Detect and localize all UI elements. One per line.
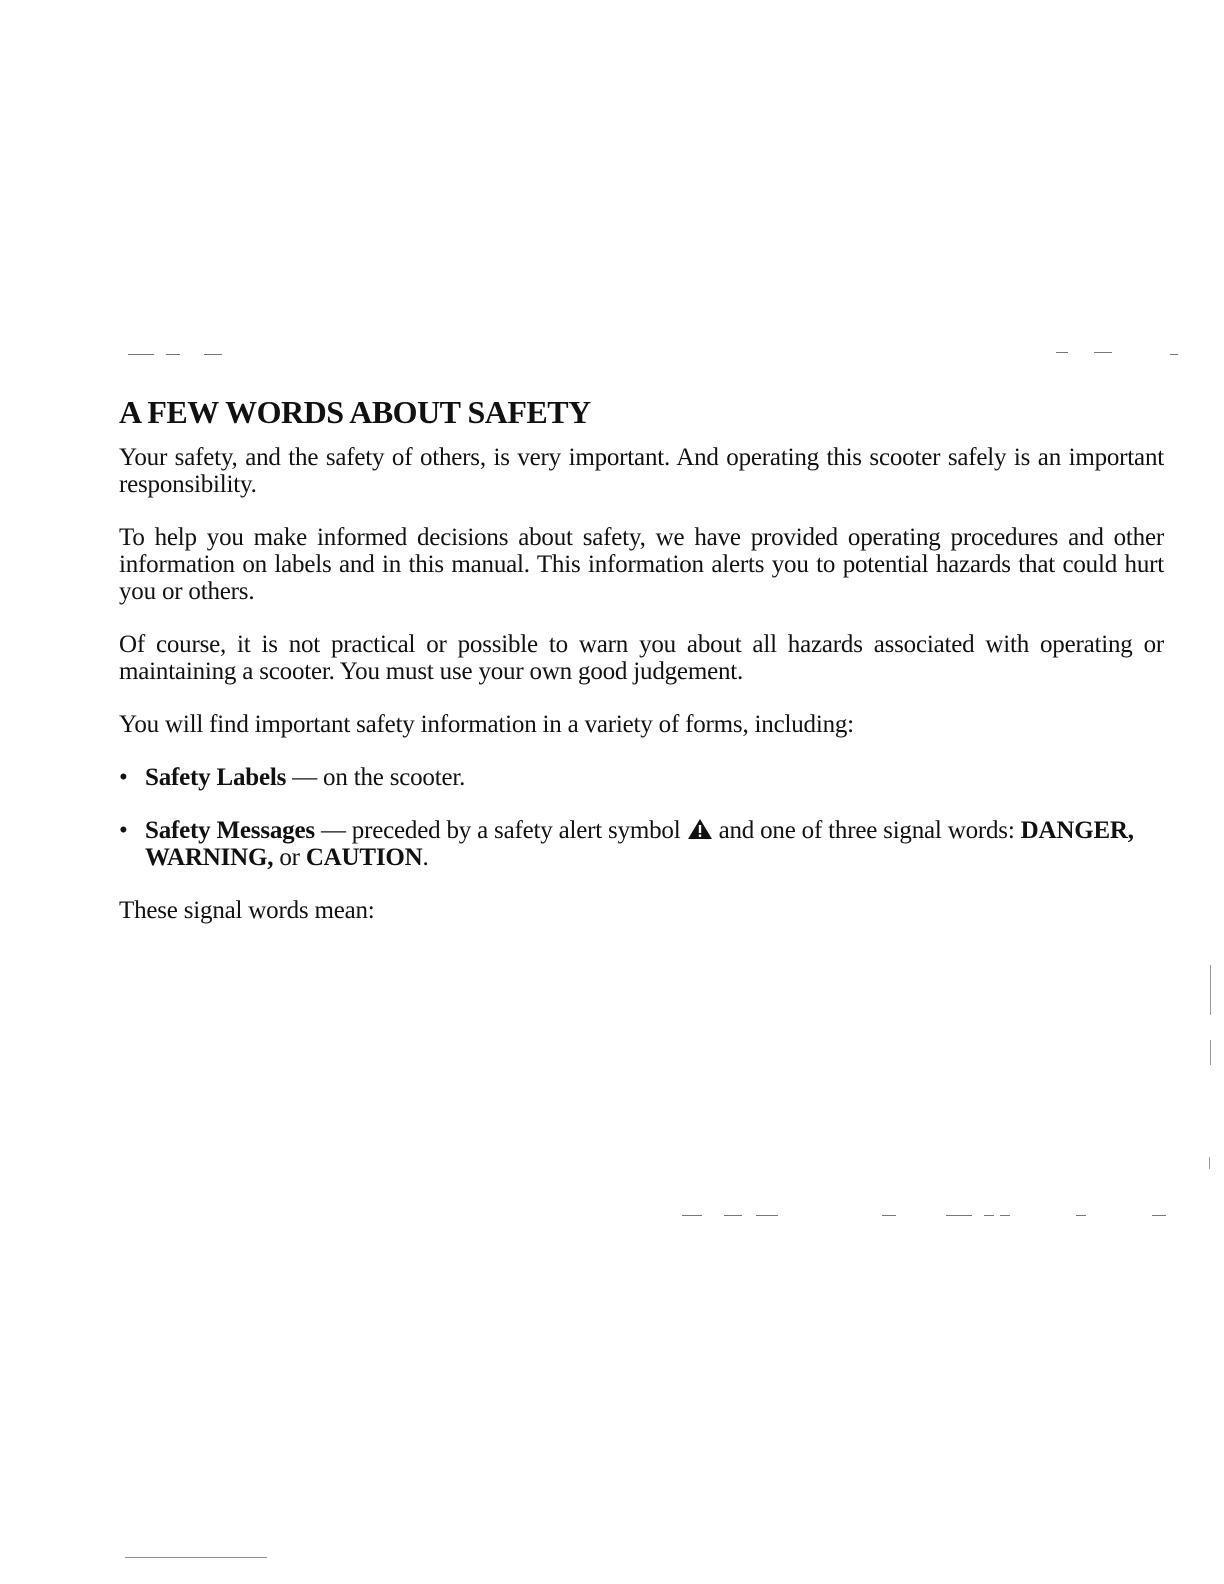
bullet-dot: • (119, 764, 128, 791)
bottom-rule (125, 1557, 267, 1558)
bullet-safety-messages (119, 817, 1164, 871)
signal-word-caution: CAUTION (305, 844, 423, 871)
scan-mark (882, 1215, 896, 1216)
bullet-text: — on the scooter. (286, 764, 466, 791)
paragraph-closing: These signal words mean: (119, 897, 375, 924)
scan-mark (1210, 1040, 1211, 1065)
signal-words-danger-warning: DANGER, WARNING, (145, 817, 1134, 871)
scan-mark (724, 1215, 742, 1216)
bullet-label: Safety Messages (145, 817, 315, 844)
scan-mark (166, 354, 180, 355)
scan-mark (1210, 965, 1211, 1015)
scan-mark (1076, 1215, 1086, 1216)
paragraph-intro: Your safety, and the safety of others, is very important. And operating this scooter safely is an important responsibility. (119, 444, 1164, 498)
signal-words-end: . (422, 844, 429, 871)
safety-section (119, 392, 1164, 950)
bullet-safety-labels (119, 764, 1164, 791)
signal-words-or: or (273, 844, 306, 871)
scan-mark (1170, 354, 1178, 355)
paragraph-informed-decisions: To help you make informed decisions about safety, we have provided operating procedures and other information on labels and in this manual. This information alerts you to potential hazards that could hurt you or others. (119, 524, 1164, 605)
safety-alert-triangle-icon (687, 818, 713, 840)
bullet-text-continued: and one of three signal words: (712, 817, 1021, 844)
scan-mark (682, 1215, 702, 1216)
scan-mark (756, 1215, 778, 1216)
scan-mark (1056, 352, 1068, 353)
scan-mark (1209, 1157, 1210, 1169)
scan-mark (984, 1215, 994, 1216)
paragraph-forms: You will find important safety information in a variety of forms, including: (119, 711, 854, 738)
bullet-dot: • (119, 817, 128, 844)
page-title: A FEW WORDS ABOUT SAFETY (119, 394, 591, 430)
scan-mark (1000, 1215, 1010, 1216)
paragraph-judgement: Of course, it is not practical or possible to warn you about all hazards associated with operating or maintaining a scooter. You must use your own good judgement. (119, 631, 1164, 685)
scan-mark (1152, 1215, 1166, 1216)
scan-mark (1094, 352, 1112, 353)
bullet-text: — preceded by a safety alert symbol (314, 817, 687, 844)
scan-mark (946, 1215, 972, 1216)
scan-mark (204, 354, 222, 355)
bullet-label: Safety Labels (145, 764, 287, 791)
scan-mark (128, 354, 154, 355)
